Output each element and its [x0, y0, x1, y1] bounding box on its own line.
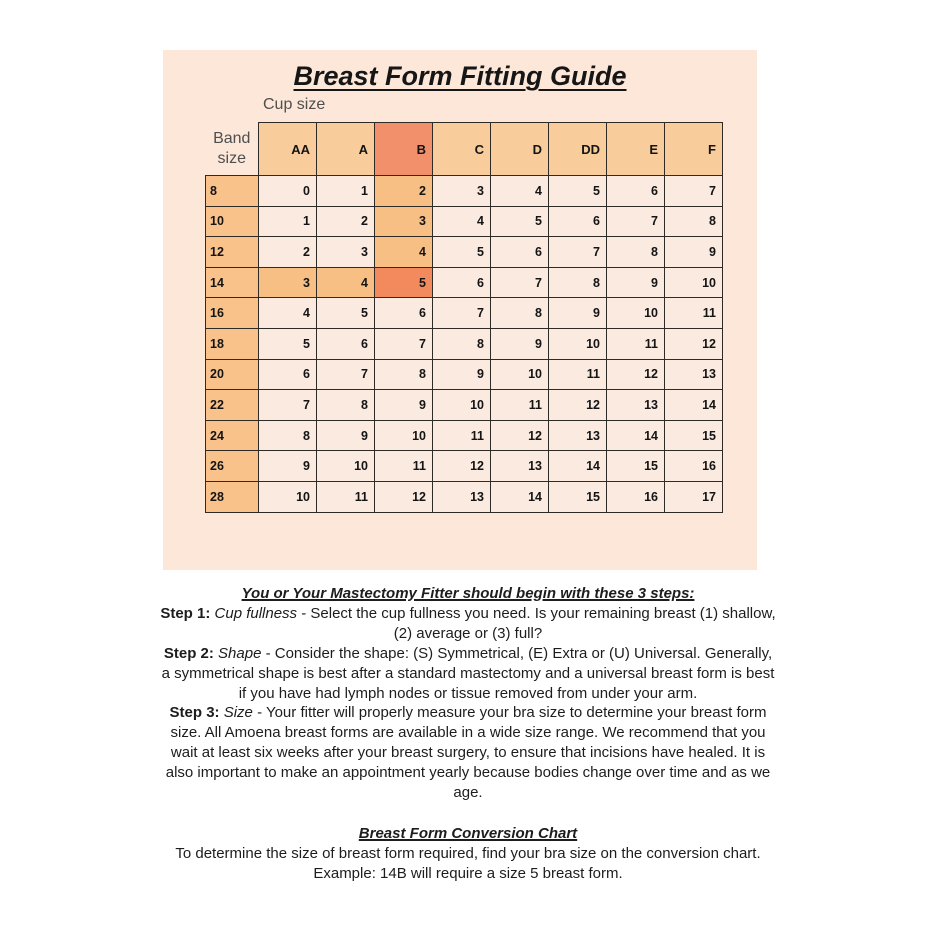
size-cell: 10	[491, 359, 549, 390]
size-cell: 11	[549, 359, 607, 390]
cup-column-header-f: F	[665, 123, 723, 176]
size-cell: 7	[375, 328, 433, 359]
size-cell: 8	[259, 420, 317, 451]
size-cell: 4	[491, 176, 549, 207]
conversion-table	[205, 122, 723, 513]
size-cell: 7	[549, 237, 607, 268]
size-cell: 6	[317, 328, 375, 359]
size-cell: 16	[607, 481, 665, 512]
size-cell: 11	[317, 481, 375, 512]
size-cell: 7	[433, 298, 491, 329]
size-cell: 6	[433, 267, 491, 298]
size-cell: 16	[665, 451, 723, 482]
cup-size-label: Cup size	[263, 96, 326, 113]
size-cell: 4	[433, 206, 491, 237]
size-cell: 9	[259, 451, 317, 482]
table-row-band-14	[206, 267, 723, 298]
size-cell: 15	[549, 481, 607, 512]
band-size-cell: 14	[206, 267, 259, 298]
size-cell: 6	[375, 298, 433, 329]
size-cell: 8	[607, 237, 665, 268]
conversion-chart-heading: Breast Form Conversion Chart	[358, 824, 578, 842]
cup-column-header-dd: DD	[549, 123, 607, 176]
band-size-cell: 8	[206, 176, 259, 207]
size-cell: 13	[491, 451, 549, 482]
band-size-cell: 26	[206, 451, 259, 482]
cup-column-header-d: D	[491, 123, 549, 176]
size-cell: 9	[549, 298, 607, 329]
size-cell: 10	[433, 390, 491, 421]
step-2-text: - Consider the shape: (S) Symmetrical, (E) Extra or (U) Universal. Generally, a symmetrical shape is best after a standard mastectomy and a universal breast form is best if you have had lymph nodes or tissue removed from under your arm.	[161, 644, 775, 702]
table-row-band-12	[206, 237, 723, 268]
size-cell: 4	[259, 298, 317, 329]
size-cell: 6	[607, 176, 665, 207]
size-cell: 2	[375, 176, 433, 207]
size-cell: 13	[549, 420, 607, 451]
size-cell: 14	[549, 451, 607, 482]
size-cell: 5	[259, 328, 317, 359]
size-cell: 12	[607, 359, 665, 390]
band-size-cell: 18	[206, 328, 259, 359]
table-row-band-26	[206, 451, 723, 482]
band-size-label: Band size	[213, 129, 251, 167]
size-cell: 14	[607, 420, 665, 451]
instructions-block	[159, 584, 777, 884]
size-cell: 10	[317, 451, 375, 482]
table-row-band-24	[206, 420, 723, 451]
size-cell: 7	[317, 359, 375, 390]
size-cell: 8	[375, 359, 433, 390]
step-1-label: Step 1:	[160, 604, 211, 622]
size-cell: 4	[375, 237, 433, 268]
size-cell: 9	[433, 359, 491, 390]
size-cell: 5	[375, 267, 433, 298]
table-header-row	[206, 123, 723, 176]
table-row-band-10	[206, 206, 723, 237]
band-size-cell: 22	[206, 390, 259, 421]
conversion-example: Example: 14B will require a size 5 breast form.	[313, 864, 623, 882]
size-cell: 15	[607, 451, 665, 482]
step-1-text: - Select the cup fullness you need. Is your remaining breast (1) shallow, (2) average or (3) full?	[297, 604, 776, 642]
size-cell: 8	[433, 328, 491, 359]
size-cell: 14	[665, 390, 723, 421]
size-cell: 10	[549, 328, 607, 359]
size-cell: 2	[317, 206, 375, 237]
size-cell: 0	[259, 176, 317, 207]
size-cell: 11	[665, 298, 723, 329]
size-cell: 5	[433, 237, 491, 268]
step-3-paragraph	[159, 703, 777, 803]
step-2-label: Step 2:	[163, 644, 214, 662]
size-cell: 10	[375, 420, 433, 451]
size-cell: 3	[375, 206, 433, 237]
size-cell: 10	[259, 481, 317, 512]
fitting-guide-panel	[163, 50, 757, 570]
table-row-band-20	[206, 359, 723, 390]
size-cell: 15	[665, 420, 723, 451]
page-title: Breast Form Fitting Guide	[293, 61, 627, 91]
cup-column-header-b: B	[375, 123, 433, 176]
table-row-band-22	[206, 390, 723, 421]
step-3-topic: Size	[223, 704, 253, 722]
size-cell: 5	[317, 298, 375, 329]
step-1-paragraph	[159, 604, 777, 644]
table-row-band-8	[206, 176, 723, 207]
cup-column-header-e: E	[607, 123, 665, 176]
size-cell: 8	[665, 206, 723, 237]
size-cell: 7	[259, 390, 317, 421]
size-cell: 6	[549, 206, 607, 237]
size-cell: 9	[491, 328, 549, 359]
step-3-label: Step 3:	[169, 704, 220, 722]
size-cell: 9	[607, 267, 665, 298]
size-cell: 6	[491, 237, 549, 268]
size-cell: 5	[549, 176, 607, 207]
size-cell: 5	[491, 206, 549, 237]
band-size-cell: 20	[206, 359, 259, 390]
size-cell: 3	[433, 176, 491, 207]
size-cell: 12	[549, 390, 607, 421]
size-cell: 3	[259, 267, 317, 298]
table-row-band-18	[206, 328, 723, 359]
size-cell: 11	[607, 328, 665, 359]
size-cell: 8	[549, 267, 607, 298]
size-cell: 7	[665, 176, 723, 207]
size-cell: 1	[317, 176, 375, 207]
size-cell: 13	[665, 359, 723, 390]
size-cell: 11	[375, 451, 433, 482]
size-cell: 14	[491, 481, 549, 512]
size-cell: 12	[375, 481, 433, 512]
cup-column-header-aa: AA	[259, 123, 317, 176]
cup-column-header-c: C	[433, 123, 491, 176]
band-size-cell: 28	[206, 481, 259, 512]
step-3-text: - Your fitter will properly measure your bra size to determine your breast form size. All Amoena breast forms are available in a wide size range. We recommend that you wait at least six weeks after your breast surgery, to ensure that incisions have healed. It is also important to make an appointment yearly because bodies change over time and as we age.	[165, 704, 771, 802]
size-cell: 9	[317, 420, 375, 451]
size-cell: 8	[317, 390, 375, 421]
steps-heading: You or Your Mastectomy Fitter should begin with these 3 steps:	[241, 585, 695, 602]
cup-column-header-a: A	[317, 123, 375, 176]
step-1-topic: Cup fullness	[214, 604, 298, 622]
step-2-paragraph	[159, 644, 777, 704]
size-cell: 12	[491, 420, 549, 451]
size-cell: 12	[665, 328, 723, 359]
size-cell: 10	[607, 298, 665, 329]
size-cell: 8	[491, 298, 549, 329]
table-row-band-16	[206, 298, 723, 329]
size-cell: 9	[375, 390, 433, 421]
size-cell: 17	[665, 481, 723, 512]
size-cell: 6	[259, 359, 317, 390]
size-cell: 11	[491, 390, 549, 421]
size-cell: 10	[665, 267, 723, 298]
size-cell: 2	[259, 237, 317, 268]
size-cell: 11	[433, 420, 491, 451]
size-cell: 13	[433, 481, 491, 512]
size-cell: 13	[607, 390, 665, 421]
band-size-cell: 16	[206, 298, 259, 329]
conversion-instruction: To determine the size of breast form required, find your bra size on the conversion chart.	[175, 844, 761, 862]
size-cell: 7	[607, 206, 665, 237]
size-cell: 3	[317, 237, 375, 268]
band-size-cell: 24	[206, 420, 259, 451]
step-2-topic: Shape	[218, 644, 262, 662]
size-cell: 4	[317, 267, 375, 298]
size-cell: 1	[259, 206, 317, 237]
band-size-cell: 12	[206, 237, 259, 268]
size-cell: 9	[665, 237, 723, 268]
size-cell: 12	[433, 451, 491, 482]
size-cell: 7	[491, 267, 549, 298]
table-row-band-28	[206, 481, 723, 512]
band-size-cell: 10	[206, 206, 259, 237]
